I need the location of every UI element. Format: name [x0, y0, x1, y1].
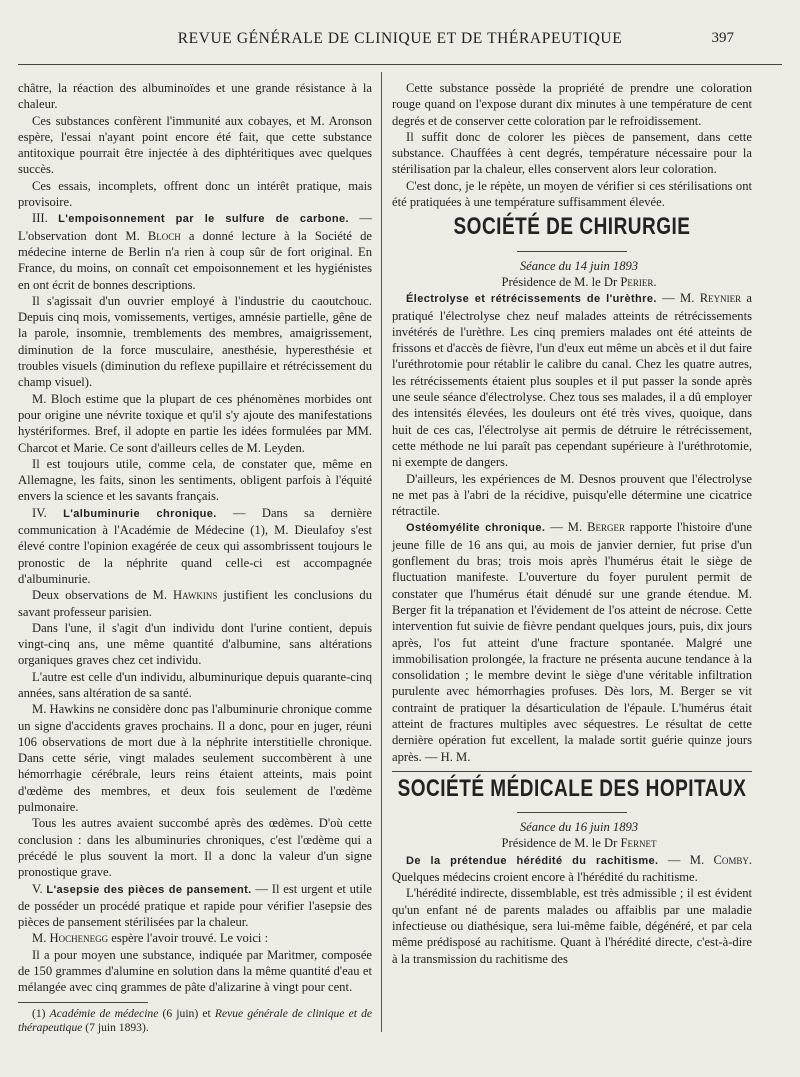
- paragraph: châtre, la réaction des albuminoïdes et une grande résistance à la chaleur.: [18, 81, 372, 112]
- presidency: Présidence de M. le Dr Perier.: [501, 274, 657, 289]
- heading-rule: [517, 812, 627, 813]
- president-name: Perier: [620, 274, 654, 289]
- author-name: Hawkins: [172, 588, 218, 603]
- paragraph: Dans l'une, il s'agit d'un individu dont l'urine contient, depuis vingt-cinq ans, une même quantité d'albumine, sans altérations organiques graves chez cet individu.: [18, 620, 372, 668]
- paragraph: IV. L'albuminurie chronique. — Dans sa dernière communication à l'Académie de Médecine (1), M. Dieulafoy s'est élevé contre l'opinion exagérée de ceux qui assombrissent toujours le pronostic de la néphrite quand celle-ci est accompagnée d'albuminurie.: [18, 505, 373, 586]
- author-name: Comby: [713, 852, 749, 867]
- presidency: Présidence de M. le Dr Fernet: [501, 836, 657, 851]
- column-divider: [381, 72, 382, 1032]
- paragraph: Deux observations de M. Hawkins justifient les conclusions du savant professeur parisien.: [18, 588, 372, 619]
- president-name: Fernet: [620, 836, 657, 851]
- paragraph: Il a pour moyen une substance, indiquée par Maritmer, composée de 150 grammes d'alumine en solution dans la même quantité d'eau et mélangée avec cinq grammes de pâte d'alizarine à vingt pour cent.: [18, 947, 372, 995]
- section-number: V.: [32, 881, 43, 896]
- paragraph: M. Bloch estime que la plupart de ces phénomènes morbides ont pour origine une névrite toxique et qu'il s'y ajoute des manifestations hystériformes. Bref, il adopte en partie les idées formulées par MM. Charcot et Marie. Ce sont d'ailleurs celles de M. Leyden.: [18, 391, 372, 455]
- author-name: Reynier: [699, 291, 742, 306]
- paragraph: Il suffit donc de colorer les pièces de pansement, dans cette substance. Chauffées à cent degrés, température nécessaire pour la stérilisation par la chaleur, elles conservent alors leur coloration.: [392, 129, 752, 177]
- paragraph: L'hérédité indirecte, dissemblable, est très admissible ; il est évident qu'un enfant né de parents malades ou affaiblis par une maladie infectieuse ou diathésique, sera lui-même faible, dégénéré, et par cela même prédisposé au rachitisme. Quant à l'hérédité directe, c'est-à-dire à la transmission du rachitisme des: [392, 886, 752, 966]
- page-number: 397: [711, 30, 734, 46]
- paragraph: Électrolyse et rétrécissements de l'urèthre. — M. Reynier a pratiqué l'électrolyse chez neuf malades atteints de rétrécissements invétérés de l'urèthre. Les cinq premiers malades ont été atteints de frissons et d'accès de fièvre, l'un d'eux eut même un abcès et il dut faire l'uréthrotomie pour rétablir le calibre du canal. Chez les quatre autres, les rétrécissements étaient plus souples et il put passer la sonde après une seule séance d'électrolyse. Chez tous ses malades, il a dû employer des intensités élevées, les douleurs ont été très vives, quoique, dans huit de ces cas, l'électrolyse ait permis de détruire le rétrécissement, cette méthode ne lui paraît pas cependant supérieure à l'uréthrotomie, ni exempte de dangers.: [392, 291, 752, 470]
- paragraph: Il s'agissait d'un ouvrier employé à l'industrie du caoutchouc. Depuis cinq mois, vomissements, vertiges, amnésie partielle, gêne de la parole, insomnie, tremblements des membres, amaigrissement, diminution de la force musculaire, anesthésie, hyperesthésie et troubles visuels (diminution du reflexe pupillaire et rétrécissement du champ visuel).: [18, 293, 372, 390]
- paragraph: C'est donc, je le répète, un moyen de vérifier si ces stérilisations ont été pratiquées à une température suffisamment élevée.: [392, 178, 752, 210]
- section-number: IV.: [32, 505, 47, 520]
- section-title: L'asepsie des pièces de pansement.: [46, 883, 252, 896]
- section-title: L'empoisonnement par le sulfure de carbone.: [58, 213, 349, 226]
- paragraph: Cette substance possède la propriété de prendre une coloration rouge quand on l'expose durant dix minutes à une température de cent degrés et de conserver cette coloration par le refroidissement.: [392, 81, 752, 128]
- topic-title: Ostéomyélite chronique.: [406, 522, 546, 535]
- paragraph: Ostéomyélite chronique. — M. Berger rapporte l'histoire d'une jeune fille de 16 ans qui, au mois de janvier dernier, fut prise d'un gonflement du bras; trois mois après l'humérus était le siège de fluctuation manifeste. L'ouverture du foyer purulent permit de constater que l'humérus était dénudé sur une grande étendue. M. Berger fit la trépanation et l'évidement de l'os atteint de nécrose. Cette intervention fut suivie de fièvre pendant quelques jours, puis, dix jours après, l'os fut atteint d'une fracture spontanée. Malgré une immobilisation prolongée, la fracture ne présenta aucune tendance à la consolidation ; le membre devint le siège d'une véritable infiltration purulente avec hémorrhagies profuses. Dès lors, M. Berger se vit contraint de pratiquer la désarticulation de l'épaule. L'humérus était atteint de fractures multiples avec séquestres. Le résultat de cette dernière opération fut excellent, la malade sortit guérie quinze jours après. — H. M.: [392, 520, 752, 764]
- paragraph: L'autre est celle d'un individu, albuminurique depuis quarante-cinq années, sans altération de sa santé.: [18, 669, 372, 700]
- right-column: [392, 80, 752, 967]
- header-rule: [18, 64, 782, 65]
- left-column: [18, 80, 372, 1035]
- seance-date: Séance du 14 juin 1893: [519, 258, 639, 273]
- paragraph: De la prétendue hérédité du rachitisme. — M. Comby. Quelques médecins croient encore à l'hérédité du rachitisme.: [392, 852, 753, 885]
- paragraph: M. Hawkins ne considère donc pas l'albuminurie chronique comme un signe d'accidents graves prochains. Il a donc, pour en juger, réuni 106 observations de mort due à la néphrite interstitielle chronique. Dans cette série, vingt malades seulement succombèrent à une hémorrhagie cérébrale, leurs reins étaient atteints, mais point d'œdème des membres, et deux fois seulement de l'œdème pulmonaire.: [18, 702, 372, 815]
- section-number: III.: [32, 211, 48, 226]
- seance-date: Séance du 16 juin 1893: [519, 820, 639, 835]
- paragraph: Tous les autres avaient succombé après des œdèmes. D'où cette conclusion : dans les albuminuries chroniques, c'est l'œdème qui a précédé le plus souvent la mort. Il a donc la valeur d'un signe pronostique grave.: [18, 816, 372, 880]
- footnote-rule: [18, 1002, 148, 1003]
- topic-title: De la prétendue hérédité du rachitisme.: [406, 854, 659, 867]
- paragraph: Il est toujours utile, comme cela, de constater que, même en Allemagne, les faits, sinon les sentiments, obligent parfois à l'équité envers la science et les savants français.: [18, 456, 372, 504]
- paragraph: D'ailleurs, les expériences de M. Desnos prouvent que l'électrolyse ne met pas à l'abri de la récidive, puisqu'elle détermine une cicatrice rétractile.: [392, 471, 752, 519]
- author-name: Berger: [587, 520, 625, 535]
- section-heading-hopitaux: SOCIÉTÉ MÉDICALE DES HOPITAUX: [397, 776, 747, 803]
- paragraph: III. L'empoisonnement par le sulfure de carbone. — L'observation dont M. Bloch a donné lecture à la Société de médecine interne de Berlin n'a rien à coup sûr de fort original. En France, du moins, on connaît cet empoisonnement et les hygiénistes en ont écrit de bonnes descriptions.: [18, 211, 373, 292]
- section-rule: [392, 771, 752, 772]
- paragraph: Ces substances confèrent l'immunité aux cobayes, et M. Aronson espère, l'essai n'ayant point encore été fait, que cette substance antitoxique pourrait être injectée à des diphtéritiques avec quelques succès.: [18, 113, 372, 177]
- paragraph: V. L'asepsie des pièces de pansement. — Il est urgent et utile de posséder un procédé pratique et rapide pour vérifier l'asepsie des pièces de pansement stérilisées par la chaleur.: [18, 881, 372, 930]
- paragraph: Ces essais, incomplets, offrent donc un intérêt pratique, mais provisoire.: [18, 178, 372, 210]
- section-title: L'albuminurie chronique.: [63, 507, 217, 520]
- section-heading-chirurgie: SOCIÉTÉ DE CHIRURGIE: [453, 214, 691, 241]
- heading-rule: [517, 251, 627, 252]
- footnote: (1) Académie de médecine (6 juin) et Revue générale de clinique et de thérapeutique (7 juin 1893).: [18, 1006, 373, 1034]
- author-name: Hochenegg: [49, 931, 109, 946]
- topic-title: Électrolyse et rétrécissements de l'urèthre.: [406, 293, 657, 306]
- paragraph: M. Hochenegg espère l'avoir trouvé. Le voici :: [32, 931, 269, 946]
- author-name: Bloch: [147, 228, 181, 243]
- running-title: REVUE GÉNÉRALE DE CLINIQUE ET DE THÉRAPEUTIQUE: [177, 30, 623, 47]
- page-header: [0, 28, 800, 54]
